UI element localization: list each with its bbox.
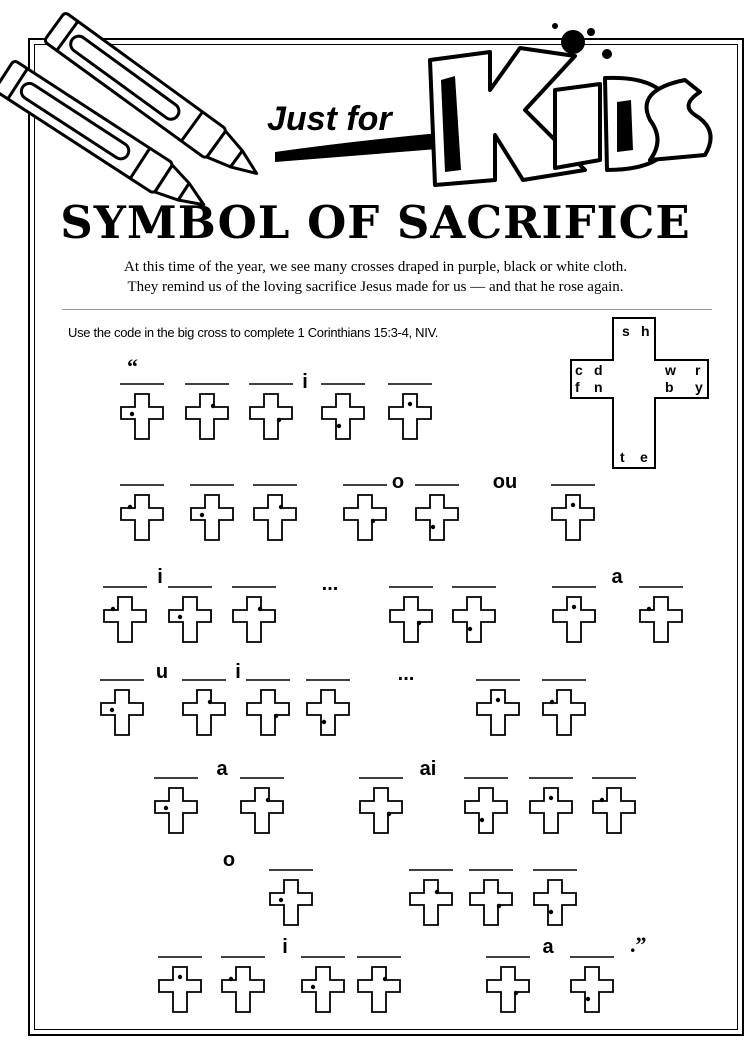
clue-cross (222, 967, 264, 1012)
clue-dot (337, 424, 341, 428)
clue-dot (279, 898, 283, 902)
clue-dot (549, 910, 553, 914)
code-letter: w (665, 362, 676, 378)
given-letter: o (391, 471, 405, 493)
puzzle-cell[interactable] (529, 778, 573, 833)
clue-cross (250, 394, 292, 439)
clue-dot (110, 708, 114, 712)
clue-cross (487, 967, 529, 1012)
clue-dot (600, 798, 604, 802)
code-letter: y (695, 379, 703, 395)
clue-dot (274, 714, 278, 718)
clue-cross (270, 880, 312, 925)
clue-dot (571, 503, 575, 507)
clue-cross (453, 597, 495, 642)
clue-cross (104, 597, 146, 642)
puzzle-cell[interactable] (533, 870, 577, 925)
clue-cross (121, 394, 163, 439)
intro-line-1: At this time of the year, we see many crosses draped in purple, black or white cloth. (124, 259, 627, 275)
clue-dot (371, 519, 375, 523)
given-letter: i (157, 566, 163, 588)
puzzle-cell[interactable] (542, 680, 586, 735)
clue-cross (410, 880, 452, 925)
code-letter: r (695, 362, 701, 378)
puzzle-cell[interactable] (190, 485, 234, 540)
page-title: SYMBOL OF SACRIFICE (60, 196, 691, 249)
clue-dot (279, 505, 283, 509)
given-letter: a (611, 566, 623, 588)
code-letter: f (575, 379, 580, 395)
puzzle-cell[interactable] (154, 778, 198, 833)
clue-cross (254, 495, 296, 540)
puzzle-cell[interactable] (182, 680, 226, 735)
clue-cross (191, 495, 233, 540)
puzzle-cell[interactable] (253, 485, 297, 540)
close-quote: .” (630, 932, 647, 957)
clue-dot (200, 513, 204, 517)
clue-dot (480, 818, 484, 822)
clue-dot (229, 977, 233, 981)
given-letter: i (282, 936, 288, 958)
clue-cross (307, 690, 349, 735)
puzzle-cell[interactable] (269, 870, 313, 925)
given-letter: ... (397, 663, 415, 685)
instructions-text: Use the code in the big cross to complete 1 Corinthians 15:3-4, NIV. (68, 325, 439, 340)
puzzle-cell[interactable] (301, 957, 345, 1012)
clue-cross (360, 788, 402, 833)
given-letter: i (302, 371, 308, 393)
puzzle-cell[interactable] (415, 485, 459, 540)
clue-dot (211, 404, 215, 408)
given-letters (127, 354, 647, 958)
clue-cross (302, 967, 344, 1012)
puzzle-cell[interactable] (306, 680, 350, 735)
intro-line-2: They remind us of the loving sacrifice Jesus made for us — and that he rose again. (127, 279, 624, 295)
code-letter: d (594, 362, 603, 378)
clue-dot (322, 720, 326, 724)
logo-just-for-text: Just for (267, 100, 392, 138)
clue-cross (470, 880, 512, 925)
clue-dot (311, 985, 315, 989)
clue-dot (164, 806, 168, 810)
puzzle-cell[interactable] (486, 957, 530, 1012)
clue-dot (468, 627, 472, 631)
puzzle-cell[interactable] (240, 778, 284, 833)
clue-cross (571, 967, 613, 1012)
puzzle-cell[interactable] (389, 587, 433, 642)
clue-dot (435, 890, 439, 894)
clue-cross (543, 690, 585, 735)
given-letter: ai (419, 758, 437, 780)
puzzle-cell[interactable] (120, 384, 164, 439)
clue-dot (572, 605, 576, 609)
given-letter: a (216, 758, 228, 780)
given-letter: i (235, 661, 241, 683)
clue-dot (178, 975, 182, 979)
clue-dot (417, 621, 421, 625)
puzzle-cell[interactable] (592, 778, 636, 833)
clue-dot (111, 607, 115, 611)
clue-dot (383, 977, 387, 981)
puzzle-cell[interactable] (476, 680, 520, 735)
puzzle-cell[interactable] (357, 957, 401, 1012)
puzzle-cell[interactable] (321, 384, 365, 439)
clue-dot (431, 525, 435, 529)
clue-cross (465, 788, 507, 833)
open-quote: “ (127, 354, 138, 379)
clue-dot (497, 904, 501, 908)
code-letter: c (575, 362, 583, 378)
clue-dot (514, 991, 518, 995)
clue-dot (408, 402, 412, 406)
clue-dot (549, 796, 553, 800)
puzzle-cell[interactable] (232, 587, 276, 642)
clue-dot (496, 698, 500, 702)
code-cross (571, 318, 708, 468)
code-letter: s (622, 323, 630, 339)
clue-dot (130, 412, 134, 416)
code-letter: h (641, 323, 650, 339)
clue-cross (640, 597, 682, 642)
given-letter: ou (492, 471, 518, 493)
puzzle-cell[interactable] (452, 587, 496, 642)
code-letter: e (640, 449, 648, 465)
clue-dot (178, 615, 182, 619)
clue-cross (593, 788, 635, 833)
clue-cross (159, 967, 201, 1012)
code-letter: n (594, 379, 603, 395)
clue-dot (266, 798, 270, 802)
code-letter: t (620, 449, 625, 465)
puzzle-cell[interactable] (249, 384, 293, 439)
puzzle-cell[interactable] (409, 870, 453, 925)
clue-cross (530, 788, 572, 833)
clue-dot (258, 607, 262, 611)
puzzle-cell[interactable] (221, 957, 265, 1012)
clue-cross (247, 690, 289, 735)
puzzle-cell[interactable] (359, 778, 403, 833)
clue-cross (183, 690, 225, 735)
clue-dot (647, 607, 651, 611)
clue-cross (534, 880, 576, 925)
clue-dot (208, 700, 212, 704)
clue-cross (121, 495, 163, 540)
clue-cross (390, 597, 432, 642)
given-letter: ... (321, 573, 339, 595)
clue-cross (389, 394, 431, 439)
clue-dot (550, 700, 554, 704)
puzzle-cell[interactable] (158, 957, 202, 1012)
clue-cross (169, 597, 211, 642)
puzzle-cell[interactable] (103, 587, 147, 642)
clue-cross (344, 495, 386, 540)
puzzle-cell[interactable] (185, 384, 229, 439)
given-letter: o (222, 849, 236, 871)
clue-cross (322, 394, 364, 439)
clue-cross (477, 690, 519, 735)
clue-dot (586, 997, 590, 1001)
clue-cross (552, 495, 594, 540)
puzzle-cell[interactable] (388, 384, 432, 439)
puzzle-cell[interactable] (168, 587, 212, 642)
puzzle-cell[interactable] (464, 778, 508, 833)
puzzle-cell[interactable] (100, 680, 144, 735)
clue-cross (416, 495, 458, 540)
clue-dot (277, 418, 281, 422)
puzzle-cell[interactable] (552, 587, 596, 642)
puzzle-cell[interactable] (551, 485, 595, 540)
clue-cross (155, 788, 197, 833)
code-letter: b (665, 379, 674, 395)
clue-cross (101, 690, 143, 735)
clue-cross (553, 597, 595, 642)
clue-dot (387, 812, 391, 816)
puzzle-cell[interactable] (246, 680, 290, 735)
given-letter: u (155, 661, 169, 683)
puzzle-cell[interactable] (120, 485, 164, 540)
puzzle-cell[interactable] (639, 587, 683, 642)
clue-cross (233, 597, 275, 642)
clue-cross (241, 788, 283, 833)
puzzle-cell[interactable] (469, 870, 513, 925)
clue-cross (358, 967, 400, 1012)
puzzle-cell[interactable] (570, 957, 614, 1012)
clue-dot (128, 505, 132, 509)
puzzle-cell[interactable] (343, 485, 387, 540)
given-letter: a (542, 936, 554, 958)
clue-cross (186, 394, 228, 439)
code-cross-outline (571, 318, 708, 468)
